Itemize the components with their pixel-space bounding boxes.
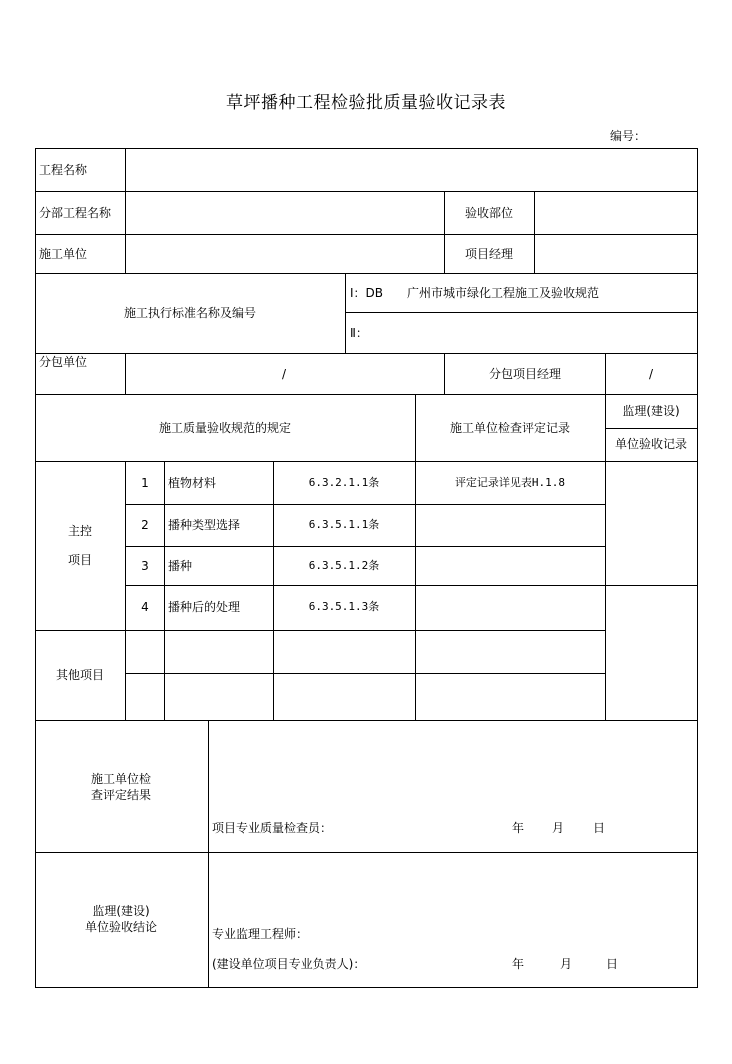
serial-number-label: 编号： [610, 129, 647, 143]
year-label: 年 [512, 957, 525, 971]
subcontract-manager-label: 分包项目经理 [488, 367, 562, 381]
result-label-line1: 施工单位检 [90, 772, 152, 786]
main-item-name: 植物材料 [168, 476, 217, 490]
standard-name-label: 施工执行标准名称及编号 [123, 306, 257, 320]
main-item-name: 播种类型选择 [168, 518, 241, 532]
project-name-label: 工程名称 [39, 163, 88, 177]
subcontract-manager-value: / [648, 367, 654, 381]
owner-representative-label: (建设单位项目专业负责人)： [212, 957, 366, 971]
standard-2: Ⅱ： [350, 326, 368, 340]
main-item-name: 播种后的处理 [168, 600, 241, 614]
quality-inspector-label: 项目专业质量检查员： [212, 821, 333, 835]
subcontract-unit-value: / [281, 367, 287, 381]
supervising-engineer-label: 专业监理工程师： [212, 927, 309, 941]
main-item-no: 3 [141, 559, 149, 573]
month-label: 月 [552, 821, 565, 835]
main-item-clause: 6.3.5.1.3条 [308, 600, 380, 613]
main-item-no: 4 [141, 600, 149, 614]
main-item-clause: 6.3.5.1.2条 [308, 559, 380, 572]
page-title: 草坪播种工程检验批质量验收记录表 [226, 93, 506, 113]
day-label: 日 [606, 957, 619, 971]
conclusion-label-line2: 单位验收结论 [84, 920, 158, 934]
main-item-no: 1 [141, 476, 149, 490]
main-item-record: 评定记录详见表H.1.8 [454, 476, 566, 489]
day-label: 日 [593, 821, 606, 835]
main-item-name: 播种 [168, 559, 193, 573]
supervisor-header-line2: 单位验收记录 [614, 437, 688, 451]
standard-1: Ⅰ：DB 广州市城市绿化工程施工及验收规范 [350, 286, 600, 300]
acceptance-part-label: 验收部位 [464, 206, 514, 220]
supervisor-header-line1: 监理(建设) [622, 404, 680, 418]
conclusion-label-line1: 监理(建设) [92, 904, 150, 918]
main-item-no: 2 [141, 518, 149, 532]
main-control-label-line1: 主控 [67, 524, 93, 538]
spec-header: 施工质量验收规范的规定 [158, 421, 292, 435]
year-label: 年 [512, 821, 525, 835]
month-label: 月 [560, 957, 573, 971]
main-item-clause: 6.3.2.1.1条 [308, 476, 380, 489]
result-label-line2: 查评定结果 [90, 788, 152, 802]
subcontract-unit-label: 分包单位 [39, 355, 88, 369]
main-control-label-line2: 项目 [67, 553, 93, 567]
check-record-header: 施工单位检查评定记录 [449, 421, 571, 435]
sub-project-name-label: 分部工程名称 [39, 206, 112, 220]
other-items-label: 其他项目 [55, 668, 105, 682]
project-manager-label: 项目经理 [464, 247, 514, 261]
construction-unit-label: 施工单位 [39, 247, 88, 261]
main-item-clause: 6.3.5.1.1条 [308, 518, 380, 531]
